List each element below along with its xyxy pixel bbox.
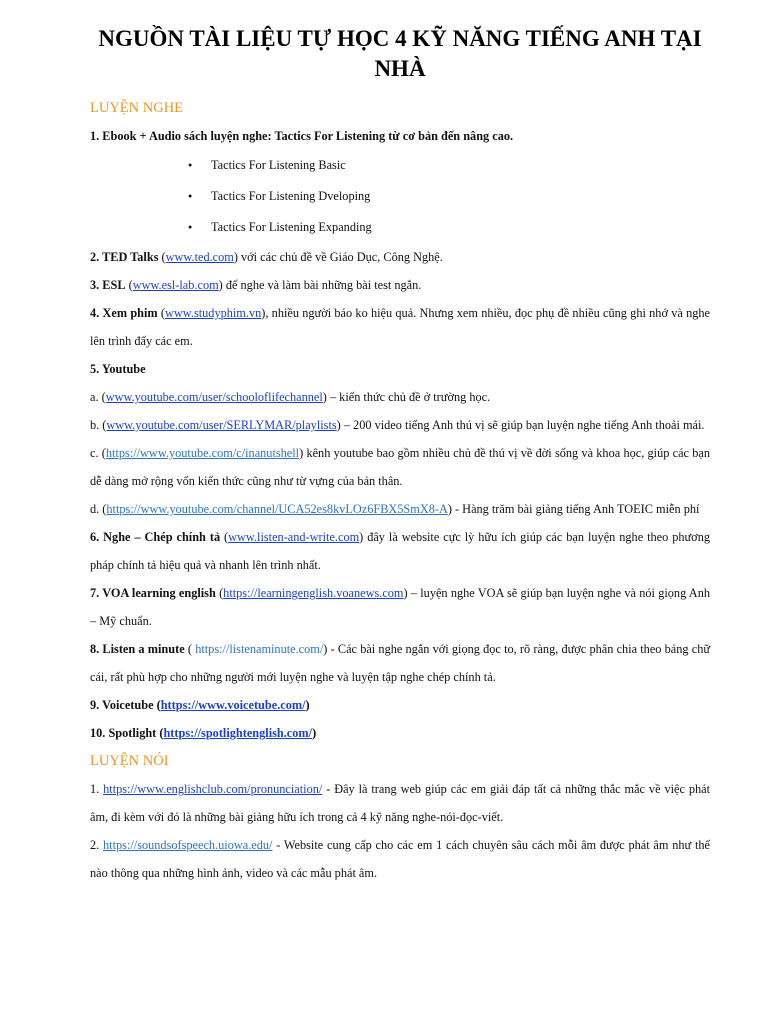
speaking-item-2 (90, 831, 710, 887)
listening-item-7 (90, 579, 710, 635)
bullet-item: ● Tactics For Listening Dveloping (90, 181, 710, 212)
listening-item-5c (90, 439, 710, 495)
soundsofspeech-link[interactable]: https://soundsofspeech.uiowa.edu/ (103, 838, 273, 852)
item-label: 9. Voicetube (90, 698, 154, 712)
item-label: 4. Xem phim (90, 306, 158, 320)
text: ( (157, 306, 166, 320)
page-title: NGUỒN TÀI LIỆU TỰ HỌC 4 KỸ NĂNG TIẾNG ANH TẠI NHÀ (98, 26, 702, 81)
youtube-toeic-channel-link[interactable]: https://www.youtube.com/channel/UCA52es8kvLOz6FBX5SmX8-A (106, 502, 448, 516)
voa-link[interactable]: https://learningenglish.voanews.com (223, 586, 404, 600)
text: ( (125, 278, 133, 292)
listening-item-2 (90, 243, 710, 271)
listen-and-write-link[interactable]: www.listen-and-write.com (228, 530, 360, 544)
studyphim-link[interactable]: www.studyphim.vn (165, 306, 262, 320)
text: ( (220, 530, 229, 544)
englishclub-link[interactable]: https://www.englishclub.com/pronunciation/ (103, 782, 323, 796)
text: ) (312, 726, 317, 740)
listening-item-6 (90, 523, 710, 579)
item-label: 7. VOA learning english (90, 586, 216, 600)
item-label: 10. Spotlight (90, 726, 157, 740)
text: d. ( (90, 502, 107, 516)
text: ( (156, 726, 164, 740)
text: ( (215, 586, 224, 600)
text: ) – 200 video tiếng Anh thú vị sẽ giúp bạn luyện nghe tiếng Anh thoải mái. (336, 418, 705, 432)
listening-item-10 (90, 719, 710, 747)
youtube-serlymar-link[interactable]: www.youtube.com/user/SERLYMAR/playlists (106, 418, 337, 432)
text: ( (184, 642, 196, 656)
text: ) đây là website cực lỳ hữu ích giúp các bạn luyện nghe theo phương pháp chính tả hiệu quả và nhanh lên trình nhất. (90, 530, 710, 572)
text: 1. (90, 782, 104, 796)
speaking-item-1 (90, 775, 710, 831)
listenaminute-link[interactable]: https://listenaminute.com/ (195, 642, 324, 656)
listening-item-5b (90, 411, 710, 439)
text: ) – luyện nghe VOA sẽ giúp bạn luyện nghe và nói giọng Anh – Mỹ chuẩn. (90, 586, 710, 628)
section-heading-listening: LUYỆN NGHE (90, 100, 184, 116)
tactics-bullet-list (90, 150, 710, 243)
text: ) để nghe và làm bài những bài test ngắn. (218, 278, 422, 292)
voicetube-link[interactable]: https://www.voicetube.com/ (160, 698, 306, 712)
ted-link[interactable]: www.ted.com (165, 250, 234, 264)
listening-item-4 (90, 299, 710, 355)
listening-item-8 (90, 635, 710, 691)
item-label: 2. TED Talks (90, 250, 159, 264)
text: c. ( (90, 446, 106, 460)
bullet-item: ● Tactics For Listening Expanding (90, 212, 710, 243)
text: - Website cung cấp cho các em 1 cách chuyên sâu cách mỗi âm được phát âm như thế nào thông qua những hình ảnh, video và các mẫu phát âm. (90, 838, 711, 880)
text: ) - Hàng trăm bài giảng tiếng Anh TOEIC miễn phí (447, 502, 700, 516)
text: ) (305, 698, 310, 712)
text: ) – kiến thức chủ đề ở trường học. (322, 390, 491, 404)
listening-item-5 (90, 355, 710, 383)
text: 2. (90, 838, 104, 852)
text: - Đây là trang web giúp các em giải đáp tất cả những thắc mắc về việc phát âm, đi kèm với đó là những bài giảng hữu ích trong cả 4 kỹ năng nghe-nói-đọc-viết. (90, 782, 711, 824)
text: ), nhiều người báo ko hiệu quả. Nhưng xem nhiều, đọc phụ đề nhiều cũng ghi nhớ và nghe lên trình đấy các em. (90, 306, 710, 348)
text: ( (158, 250, 166, 264)
listening-item-1 (90, 122, 710, 150)
section-heading-speaking: LUYỆN NÓI (90, 753, 169, 769)
item-label: 6. Nghe – Chép chính tả (90, 530, 221, 544)
text: ( (153, 698, 161, 712)
listening-item-5a (90, 383, 710, 411)
listening-item-9 (90, 691, 710, 719)
item-label: 3. ESL (90, 278, 126, 292)
text: a. ( (90, 390, 106, 404)
text: ) kênh youtube bao gồm nhiều chủ đề thú vị về đời sống và khoa học, giúp các bạn dễ dàng mở rộng vốn kiến thức cũng như từ vựng của bản thân. (90, 446, 711, 488)
listening-item-5d (90, 495, 710, 523)
text: b. ( (90, 418, 107, 432)
spotlight-link[interactable]: https://spotlightenglish.com/ (163, 726, 313, 740)
listening-item-3 (90, 271, 710, 299)
bullet-item: ● Tactics For Listening Basic (90, 150, 710, 181)
listening-item-1-label: 1. Ebook + Audio sách luyện nghe: Tactics For Listening từ cơ bản đến nâng cao. (90, 129, 514, 143)
item-label: 5. Youtube (90, 362, 146, 376)
youtube-inanutshell-link[interactable]: https://www.youtube.com/c/inanutshell (105, 446, 300, 460)
youtube-schooloflife-link[interactable]: www.youtube.com/user/schooloflifechannel (105, 390, 323, 404)
item-label: 8. Listen a minute (90, 642, 185, 656)
text: ) - Các bài nghe ngắn với giọng đọc to, rõ ràng, được phân chia theo bảng chữ cái, rất phù hợp cho những người mới luyện nghe và luyện tập nghe chép chính tả. (90, 642, 711, 684)
text: ) với các chủ đề về Giáo Dục, Công Nghệ. (233, 250, 443, 264)
esl-link[interactable]: www.esl-lab.com (132, 278, 219, 292)
